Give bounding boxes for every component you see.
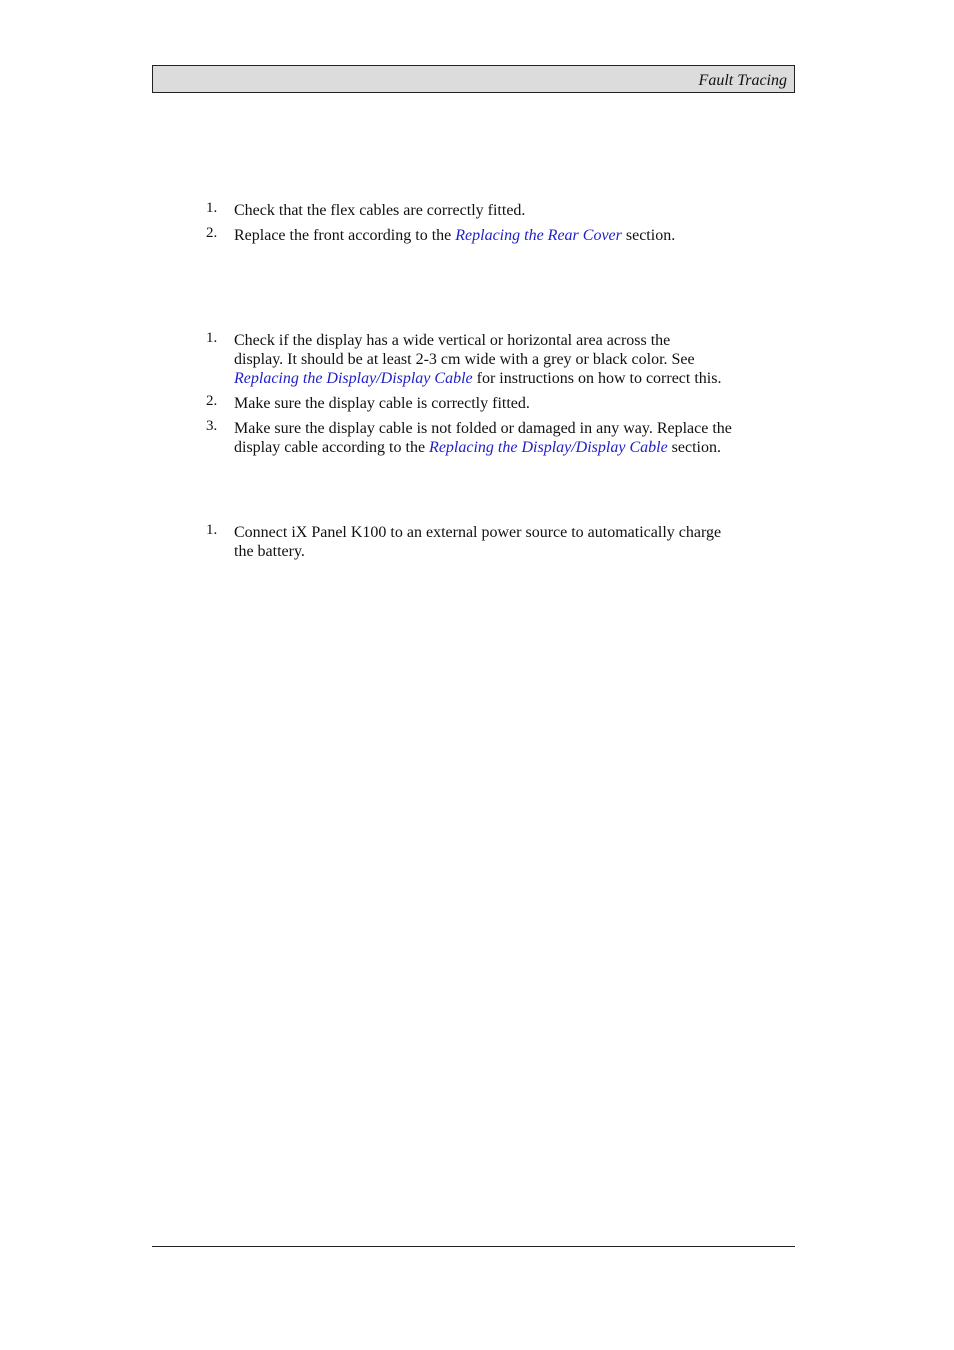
step-text: for instructions on how to correct this. [472, 370, 722, 387]
list-item [206, 394, 746, 413]
step-text: Check if the display has a wide vertical or horizontal area across the [234, 332, 671, 349]
step-number: 1. [206, 330, 218, 346]
link-replacing-display-cable[interactable]: Replacing the Display/Display Cable [429, 439, 668, 456]
steps-list-battery [206, 523, 746, 567]
step-text: Connect iX Panel K100 to an external power source to automatically charge [234, 524, 722, 541]
step-text: Make sure the display cable is correctly fitted. [234, 395, 530, 412]
step-text: section. [621, 227, 676, 244]
link-replacing-rear-cover[interactable]: Replacing the Rear Cover [455, 227, 622, 244]
step-text: Replace the front according to the [234, 227, 456, 244]
list-item [206, 331, 746, 388]
header-title: Fault Tracing [698, 72, 787, 89]
step-text: display. It should be at least 2-3 cm wide with a grey or black color. See [234, 351, 695, 368]
step-text: display cable according to the [234, 439, 430, 456]
step-number: 2. [206, 225, 218, 241]
step-text: the battery. [234, 543, 305, 560]
list-item [206, 201, 746, 220]
steps-list-flex-cables [206, 201, 746, 251]
step-text: Check that the flex cables are correctly fitted. [234, 202, 526, 219]
list-item [206, 226, 746, 245]
step-number: 1. [206, 522, 218, 538]
step-text: Make sure the display cable is not folded or damaged in any way. Replace the [234, 420, 732, 437]
step-number: 3. [206, 418, 218, 434]
list-item [206, 419, 746, 457]
list-item [206, 523, 746, 561]
step-number: 2. [206, 393, 218, 409]
running-header [152, 65, 795, 93]
steps-list-display [206, 331, 746, 463]
step-number: 1. [206, 200, 218, 216]
step-text: section. [667, 439, 721, 456]
footer-divider [152, 1246, 795, 1247]
link-replacing-display-cable[interactable]: Replacing the Display/Display Cable [234, 370, 473, 387]
